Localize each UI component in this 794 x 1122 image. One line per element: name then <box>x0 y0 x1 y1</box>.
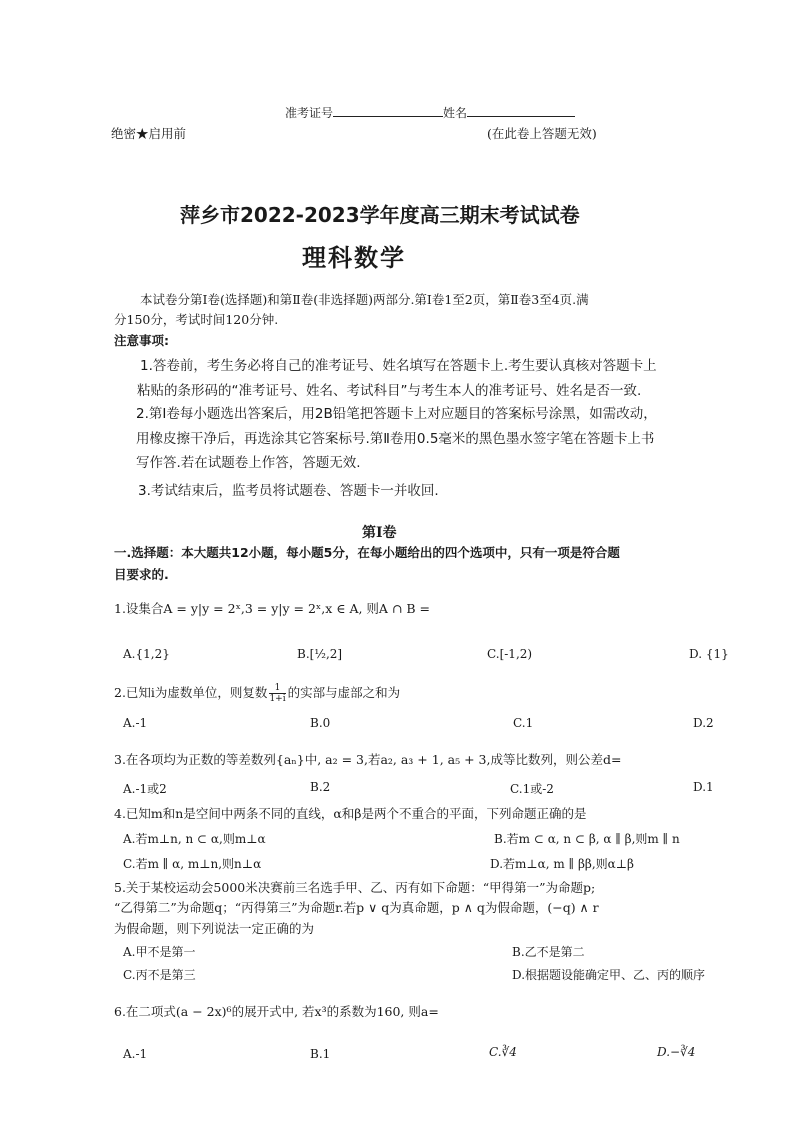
section-title: 第Ⅰ卷 <box>362 525 397 541</box>
q6-option-b: B.1 <box>310 1047 331 1061</box>
notice-item-2: 2.第Ⅰ卷每小题选出答案后，用2B铅笔把答题卡上对应题目的答案标号涂黑，如需改动， <box>136 406 657 422</box>
intro-line-1: 本试卷分第Ⅰ卷(选择题)和第Ⅱ卷(非选择题)两部分.第Ⅰ卷1至2页，第Ⅱ卷3至4页.满 <box>140 292 589 307</box>
q5-option-d: D.根据题设能确定甲、乙、丙的顺序 <box>512 968 706 982</box>
q2-option-b: B.0 <box>310 716 331 730</box>
q5-line-3: 为假命题，则下列说法一定正确的为 <box>114 921 315 936</box>
exam-id-line <box>285 104 575 121</box>
q5-line-1: 5.关于某校运动会5000米决赛前三名选手甲、乙、丙有如下命题：“甲得第一”为命题p; <box>114 880 596 895</box>
q3-option-d: D.1 <box>693 780 714 794</box>
q3-stem: 3.在各项均为正数的等差数列{aₙ}中, a₂ = 3,若a₂, a₃ + 1, a₅ + 3,成等比数列，则公差d= <box>114 752 622 767</box>
part-instructions-2: 目要求的. <box>114 567 169 582</box>
q5-option-c: C.丙不是第三 <box>123 968 196 982</box>
q6-option-c: C.∛4 <box>489 1045 517 1059</box>
exam-id-label: 准考证号 <box>285 106 334 120</box>
q4-option-c: C.若m ∥ α, m⊥n,则n⊥α <box>123 857 262 871</box>
q5-option-a: A.甲不是第一 <box>123 945 196 959</box>
notice-item-2c: 写作答.若在试题卷上作答，答题无效. <box>136 455 361 471</box>
q3-option-b: B.2 <box>310 780 331 794</box>
q2-option-c: C.1 <box>513 716 534 730</box>
notice-item-1: 1.答卷前，考生务必将自己的准考证号、姓名填写在答题卡上.考生要认真核对答题卡上 <box>140 358 657 374</box>
q4-option-d: D.若m⊥α, m ∥ ββ,则α⊥β <box>490 857 634 871</box>
invalid-note: (在此卷上答题无效) <box>487 126 597 141</box>
q2-stem <box>114 683 400 704</box>
q4-option-a: A.若m⊥n, n ⊂ α,则m⊥α <box>123 832 266 846</box>
secret-label: 绝密★启用前 <box>111 126 187 141</box>
q2-stem-pre: 2.已知i为虚数单位，则复数 <box>114 685 268 700</box>
q6-option-a: A.-1 <box>123 1047 148 1061</box>
part-instructions-1: 一.选择题：本大题共12小题，每小题5分，在每小题给出的四个选项中，只有一项是符合题 <box>114 545 620 560</box>
q2-option-a: A.-1 <box>123 716 148 730</box>
q2-option-d: D.2 <box>693 716 714 730</box>
q3-option-c: C.1或-2 <box>510 782 554 796</box>
q1-option-c: C.[-1,2) <box>487 647 533 661</box>
q1-option-d: D. {1} <box>689 647 729 661</box>
q5-option-b: B.乙不是第二 <box>512 945 585 959</box>
q2-fraction <box>269 683 285 704</box>
q2-frac-num: 1 <box>269 683 285 694</box>
name-blank <box>467 104 575 117</box>
name-label: 姓名 <box>443 106 468 120</box>
q2-frac-den: 1+i <box>269 694 286 704</box>
q5-line-2: “乙得第二”为命题q；“丙得第三”为命题r.若p ∨ q为真命题，p ∧ q为假命题，(−q) ∧ r <box>114 900 599 915</box>
q4-option-b: B.若m ⊂ α, n ⊂ β, α ∥ β,则m ∥ n <box>494 832 680 846</box>
q4-stem: 4.已知m和n是空间中两条不同的直线，α和β是两个不重合的平面，下列命题正确的是 <box>114 806 587 821</box>
exam-title: 萍乡市2022-2023学年度高三期末考试试卷 <box>180 203 580 227</box>
q6-option-d: D.−∛4 <box>657 1045 696 1059</box>
q6-stem: 6.在二项式(a − 2x)⁶的展开式中, 若x³的系数为160, 则a= <box>114 1004 439 1019</box>
exam-id-blank <box>333 104 443 117</box>
q3-option-a: A.-1或2 <box>123 782 167 796</box>
q1-stem: 1.设集合A = y|y = 2ˣ,3 = y|y = 2ˣ,x ∈ A, 则A ∩ B = <box>114 601 431 616</box>
notice-item-1b: 粘贴的条形码的“准考证号、姓名、考试科目”与考生本人的准考证号、姓名是否一致. <box>137 383 642 399</box>
q2-stem-post: 的实部与虚部之和为 <box>287 685 401 700</box>
q1-option-b: B.[½,2] <box>297 647 343 661</box>
subject-title: 理科数学 <box>302 244 406 272</box>
intro-line-2: 分150分，考试时间120分钟. <box>114 312 279 327</box>
notice-heading: 注意事项: <box>114 333 169 348</box>
notice-item-3: 3.考试结束后，监考员将试题卷、答题卡一并收回. <box>138 483 439 499</box>
notice-item-2b: 用橡皮擦干净后，再选涂其它答案标号.第Ⅱ卷用0.5毫米的黑色墨水签字笔在答题卡上书 <box>136 431 655 447</box>
q1-option-a: A.{1,2} <box>123 647 170 661</box>
